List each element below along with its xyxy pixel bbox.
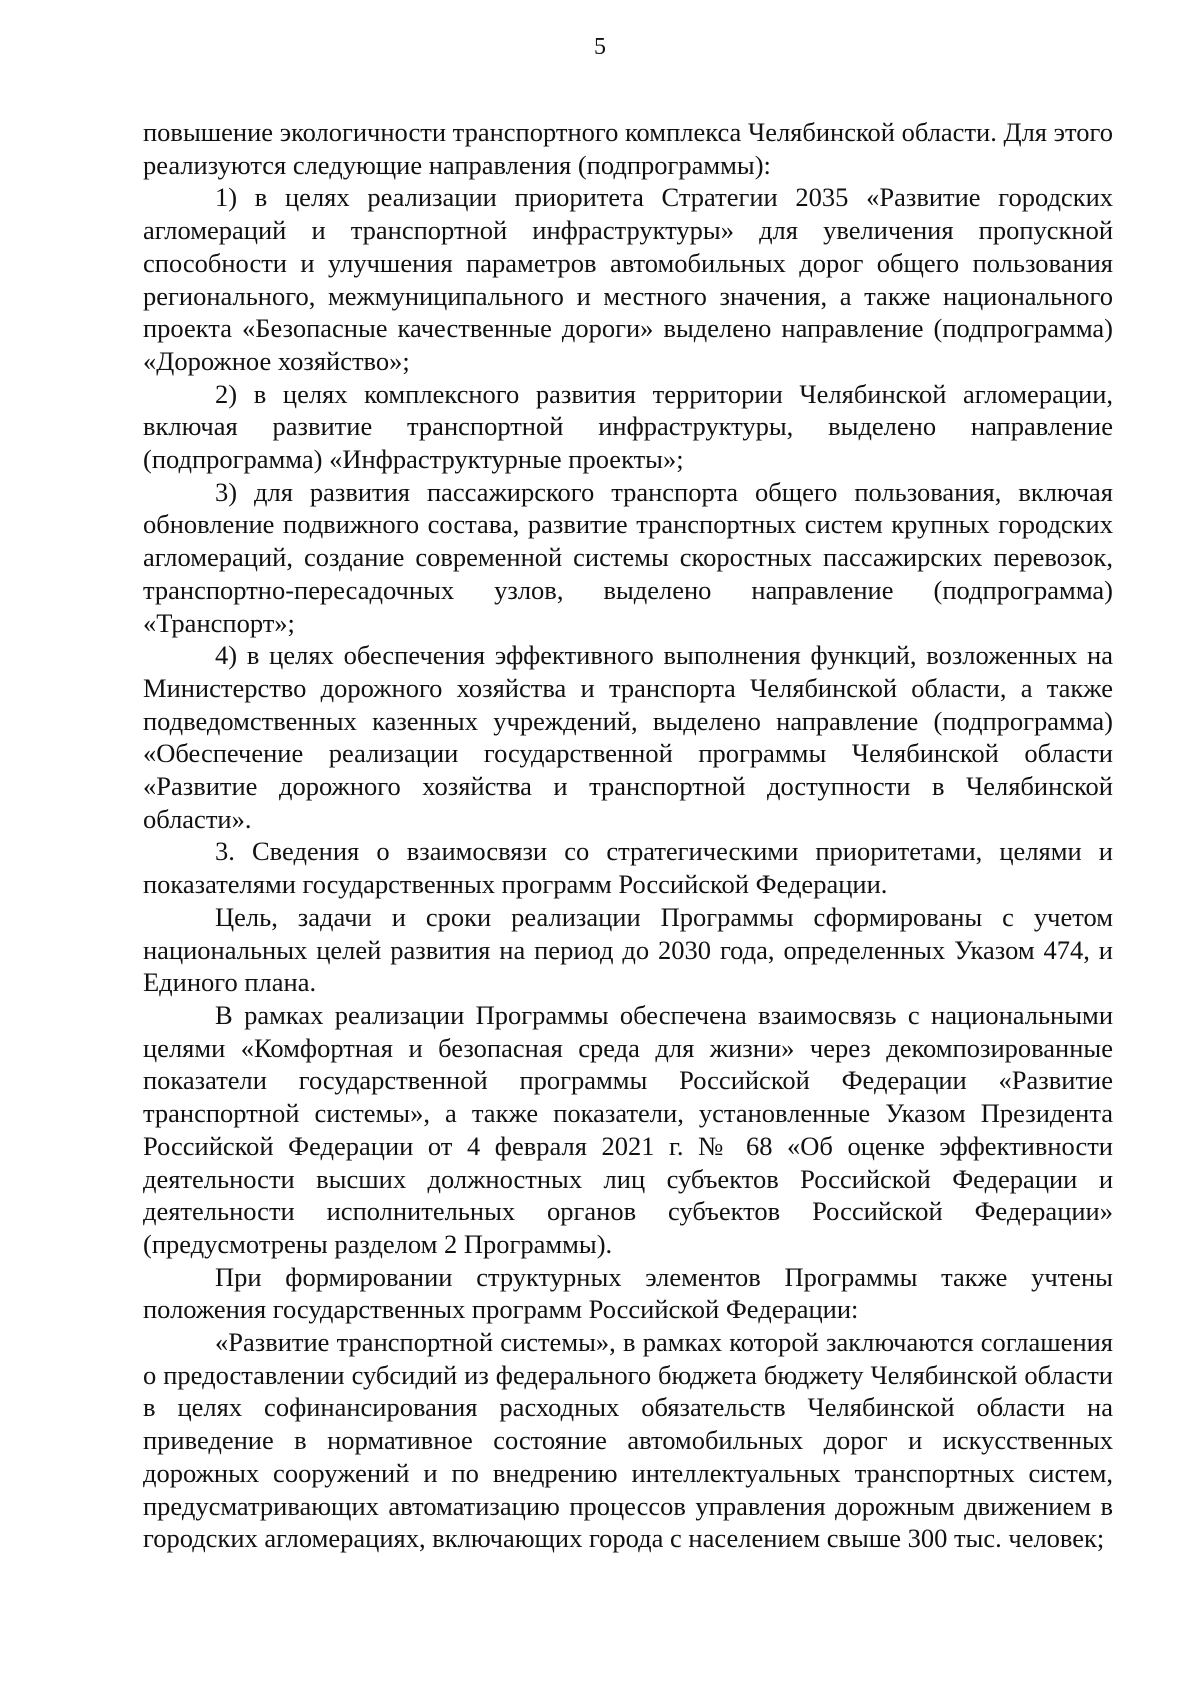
paragraph: «Развитие транспортной системы», в рамках которой заключаются соглашения о предоставлении субсидий из федерального бюджета бюджету Челябинской области в целях софинансирования расходных обязательств Челябинской области на приведение в нормативное состояние автомобильных дорог и искусственных дорожных сооружений и по внедрению интеллектуальных транспортных систем, предусматривающих автоматизацию процессов управления дорожным движением в городских агломерациях, включающих города с населением свыше 300 тыс. человек; xyxy=(143,1327,1113,1554)
list-item-paragraph: 2) в целях комплексного развития территории Челябинской агломерации, включая развитие транспортной инфраструктуры, выделено направление (подпрограмма) «Инфраструктурные проекты»; xyxy=(143,378,1113,475)
paragraph: В рамках реализации Программы обеспечена взаимосвязь с национальными целями «Комфортная и безопасная среда для жизни» через декомпозированные показатели государственной программы Российской Федерации «Развитие транспортной системы», а также показатели, установленные Указом Президента Российской Федерации от 4 февраля 2021 г. № 68 «Об оценке эффективности деятельности высших должностных лиц субъектов Российской Федерации и деятельности исполнительных органов субъектов Российской Федерации» (предусмотрены разделом 2 Программы). xyxy=(143,999,1113,1259)
section-heading-paragraph: 3. Сведения о взаимосвязи со стратегическими приоритетами, целями и показателями государственных программ Российской Федерации. xyxy=(143,836,1113,900)
paragraph: При формировании структурных элементов Программы также учтены положения государственных программ Российской Федерации: xyxy=(143,1261,1113,1325)
page-number: 5 xyxy=(594,34,606,60)
paragraph: Цель, задачи и сроки реализации Программы сформированы с учетом национальных целей развития на период до 2030 года, определенных Указом 474, и Единого плана. xyxy=(143,901,1113,998)
paragraph: повышение экологичности транспортного комплекса Челябинской области. Для этого реализуются следующие направления (подпрограммы): xyxy=(143,117,1113,180)
list-item-paragraph: 4) в целях обеспечения эффективного выполнения функций, возложенных на Министерство дорожного хозяйства и транспорта Челябинской области, а также подведомственных казенных учреждений, выделено направление (подпрограмма) «Обеспечение реализации государственной программы Челябинской области «Развитие дорожного хозяйства и транспортной доступности в Челябинской области». xyxy=(143,640,1113,834)
document-body xyxy=(143,116,1113,1555)
list-item-paragraph: 3) для развития пассажирского транспорта общего пользования, включая обновление подвижного состава, развитие транспортных систем крупных городских агломераций, создание современной системы скоростных пассажирских перевозок, транспортно-пересадочных узлов, выделено направление (подпрограмма) «Транспорт»; xyxy=(143,476,1113,638)
list-item-paragraph: 1) в целях реализации приоритета Стратегии 2035 «Развитие городских агломераций и транспортной инфраструктуры» для увеличения пропускной способности и улучшения параметров автомобильных дорог общего пользования регионального, межмуниципального и местного значения, а также национального проекта «Безопасные качественные дороги» выделено направление (подпрограмма) «Дорожное хозяйство»; xyxy=(143,182,1113,376)
